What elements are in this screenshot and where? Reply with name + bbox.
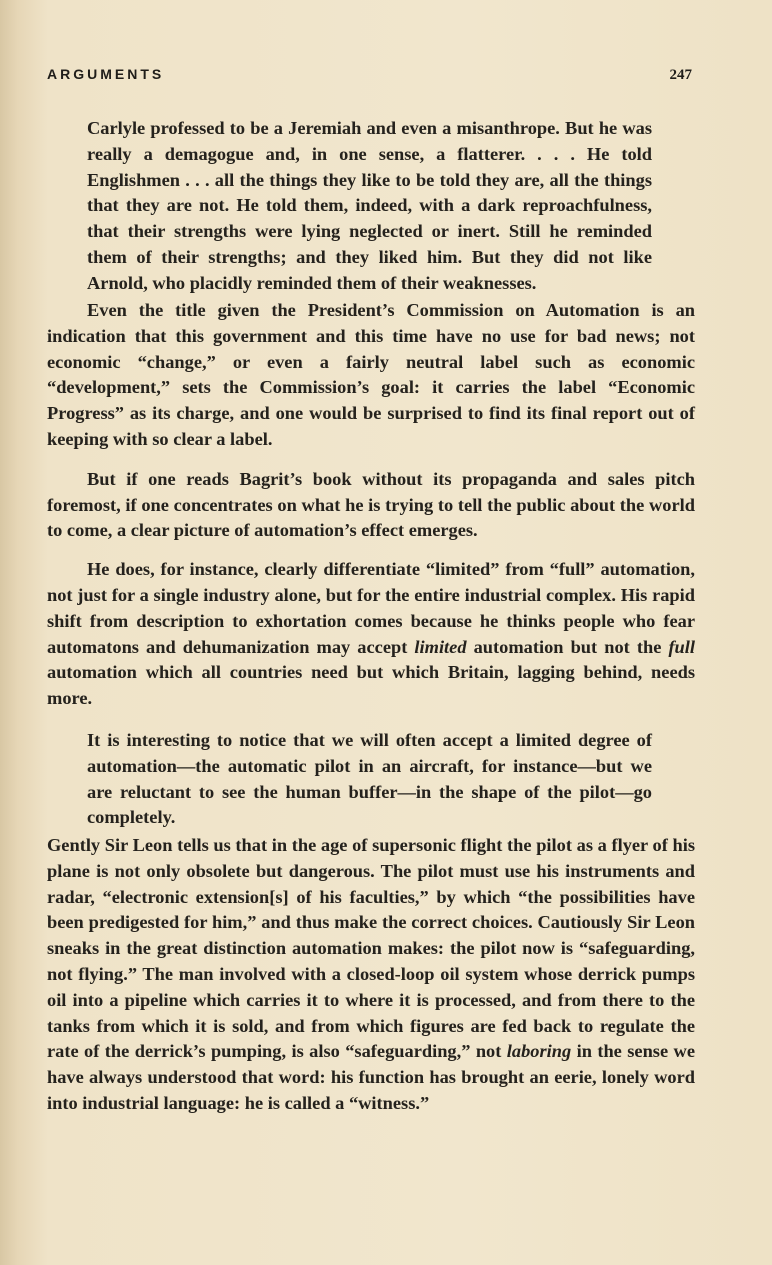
paragraph-supersonic-flight — [47, 833, 695, 1117]
paragraph-text: He does, for instance, clearly differentiate “limited” from “full” automation, not just for a single industry alone, but for the entire industrial complex. His rapid shift from description to exhortation comes because he thinks people who fear automatons and dehumanization may accept — [47, 559, 695, 657]
block-quote-automation — [87, 728, 652, 831]
running-head — [47, 66, 692, 86]
block-quote-text: Carlyle professed to be a Jeremiah and even a misanthrope. But he was really a demagogue and, in one sense, a flatterer. . . . He told Englishmen . . . all the things they like to be told they are, all the things that they are not. He told them, indeed, with a dark reproachfulness, that their strengths were lying neglected or inert. Still he reminded them of their strengths; and they liked him. But they did not like Arnold, who placidly reminded them of their weaknesses. — [87, 118, 652, 293]
body-section-2 — [47, 833, 695, 1117]
running-head-title: ARGUMENTS — [47, 66, 165, 82]
page-number: 247 — [669, 67, 692, 83]
paragraph-limited-full — [47, 557, 695, 712]
emphasis-limited: limited — [414, 636, 467, 657]
paragraph-text: automation which all countries need but which Britain, lagging behind, needs more. — [47, 662, 695, 709]
emphasis-full: full — [668, 636, 696, 657]
paragraph-commission-title: Even the title given the President’s Commission on Automation is an indication that this government and this time have no use for bad news; not economic “change,” or even a fairly neutral label such as economic “development,” sets the Commission’s goal: it carries the label “Economic Progress” as its charge, and one would be surprised to find its final report out of keeping with so clear a label. — [47, 300, 695, 449]
paragraph-text: in the sense we have always understood that word: his function has brought an eerie, lonely word into industrial language: he is called a “witness.” — [47, 1041, 695, 1113]
body-section-1 — [47, 298, 695, 712]
paragraph-text: automation but not the — [466, 636, 669, 657]
paragraph-text: Gently Sir Leon tells us that in the age of supersonic flight the pilot as a flyer of his plane is not only obsolete but dangerous. The pilot must use his instruments and radar, “electronic extension[s] of his faculties,” by which “the possibilities have been predigested for him,” and thus make the correct choices. Cautiously Sir Leon sneaks in the great distinction automation makes: the pilot now is “safeguarding, not flying.” The man involved with a closed-loop oil system whose derrick pumps oil into a pipeline which carries it to where it is processed, and from there to the tanks from which it is sold, and from which figures are fed back to regulate the rate of the derrick’s pumping, is also “safeguarding,” not — [47, 835, 695, 1062]
emphasis-laboring: laboring — [506, 1041, 572, 1062]
block-quote-text: It is interesting to notice that we will often accept a limited degree of automation—the automatic pilot in an aircraft, for instance—but we are reluctant to see the human buffer—in the shape of the pilot—go completely. — [87, 730, 652, 828]
block-quote-carlyle — [87, 116, 652, 297]
paragraph-bagrit-book: But if one reads Bagrit’s book without its propaganda and sales pitch foremost, if one concentrates on what he is trying to tell the public about the world to come, a clear picture of automation’s effect emerges. — [47, 468, 695, 541]
